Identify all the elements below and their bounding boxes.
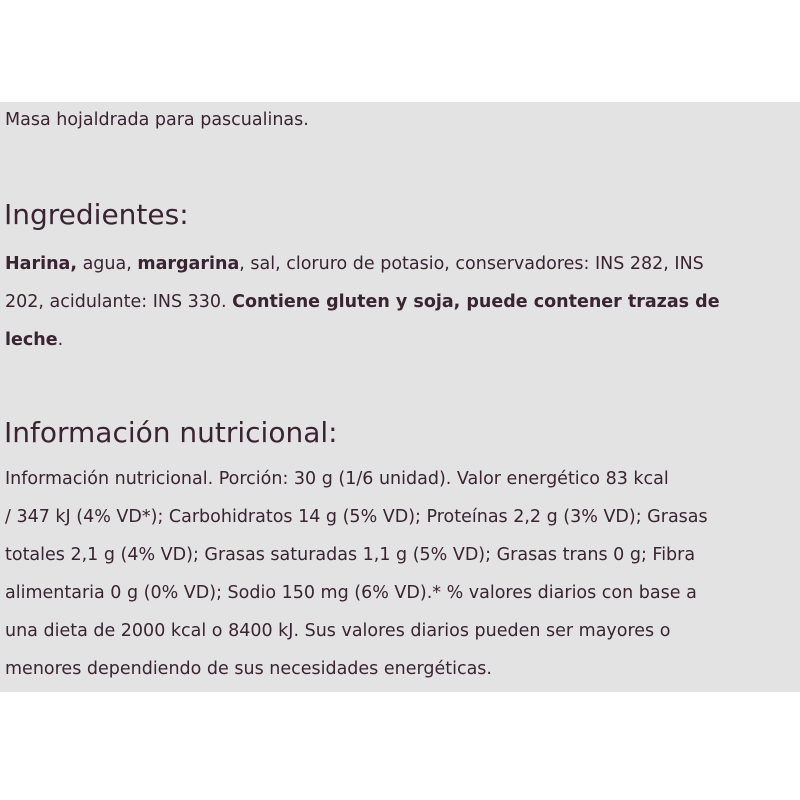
- ingredients-text-run: agua,: [77, 254, 138, 274]
- ingredients-line: [5, 283, 795, 321]
- product-info-panel: [0, 102, 800, 692]
- ingredients-line: [5, 245, 795, 283]
- ingredients-text-run: 202, acidulante: INS 330.: [5, 292, 233, 312]
- product-description: Masa hojaldrada para pascualinas.: [5, 110, 309, 130]
- nutrition-line: / 347 kJ (4% VD*); Carbohidratos 14 g (5% VD); Proteínas 2,2 g (3% VD); Grasas: [5, 507, 708, 527]
- allergen-warning: Contiene gluten y soja, puede contener trazas de: [232, 292, 720, 312]
- nutrition-line: Información nutricional. Porción: 30 g (1/6 unidad). Valor energético 83 kcal: [5, 469, 669, 489]
- ingredient-margarina: margarina: [137, 254, 240, 274]
- nutrition-line: alimentaria 0 g (0% VD); Sodio 150 mg (6% VD).* % valores diarios con base a: [5, 583, 697, 603]
- ingredients-text-run: , sal, cloruro de potasio, conservadores: INS 282, INS: [239, 254, 704, 274]
- ingredients-heading: Ingredientes:: [4, 198, 189, 231]
- nutrition-text: [5, 460, 795, 688]
- nutrition-line: menores dependiendo de sus necesidades energéticas.: [5, 659, 492, 679]
- allergen-leche: leche: [5, 330, 58, 350]
- nutrition-line: totales 2,1 g (4% VD); Grasas saturadas 1,1 g (5% VD); Grasas trans 0 g; Fibra: [5, 545, 696, 565]
- ingredients-text-run: .: [57, 330, 64, 350]
- ingredients-line: [5, 321, 795, 359]
- ingredient-harina: Harina,: [5, 254, 77, 274]
- ingredients-text: [5, 245, 795, 359]
- nutrition-heading: Información nutricional:: [4, 416, 338, 449]
- nutrition-line: una dieta de 2000 kcal o 8400 kJ. Sus valores diarios pueden ser mayores o: [5, 621, 671, 641]
